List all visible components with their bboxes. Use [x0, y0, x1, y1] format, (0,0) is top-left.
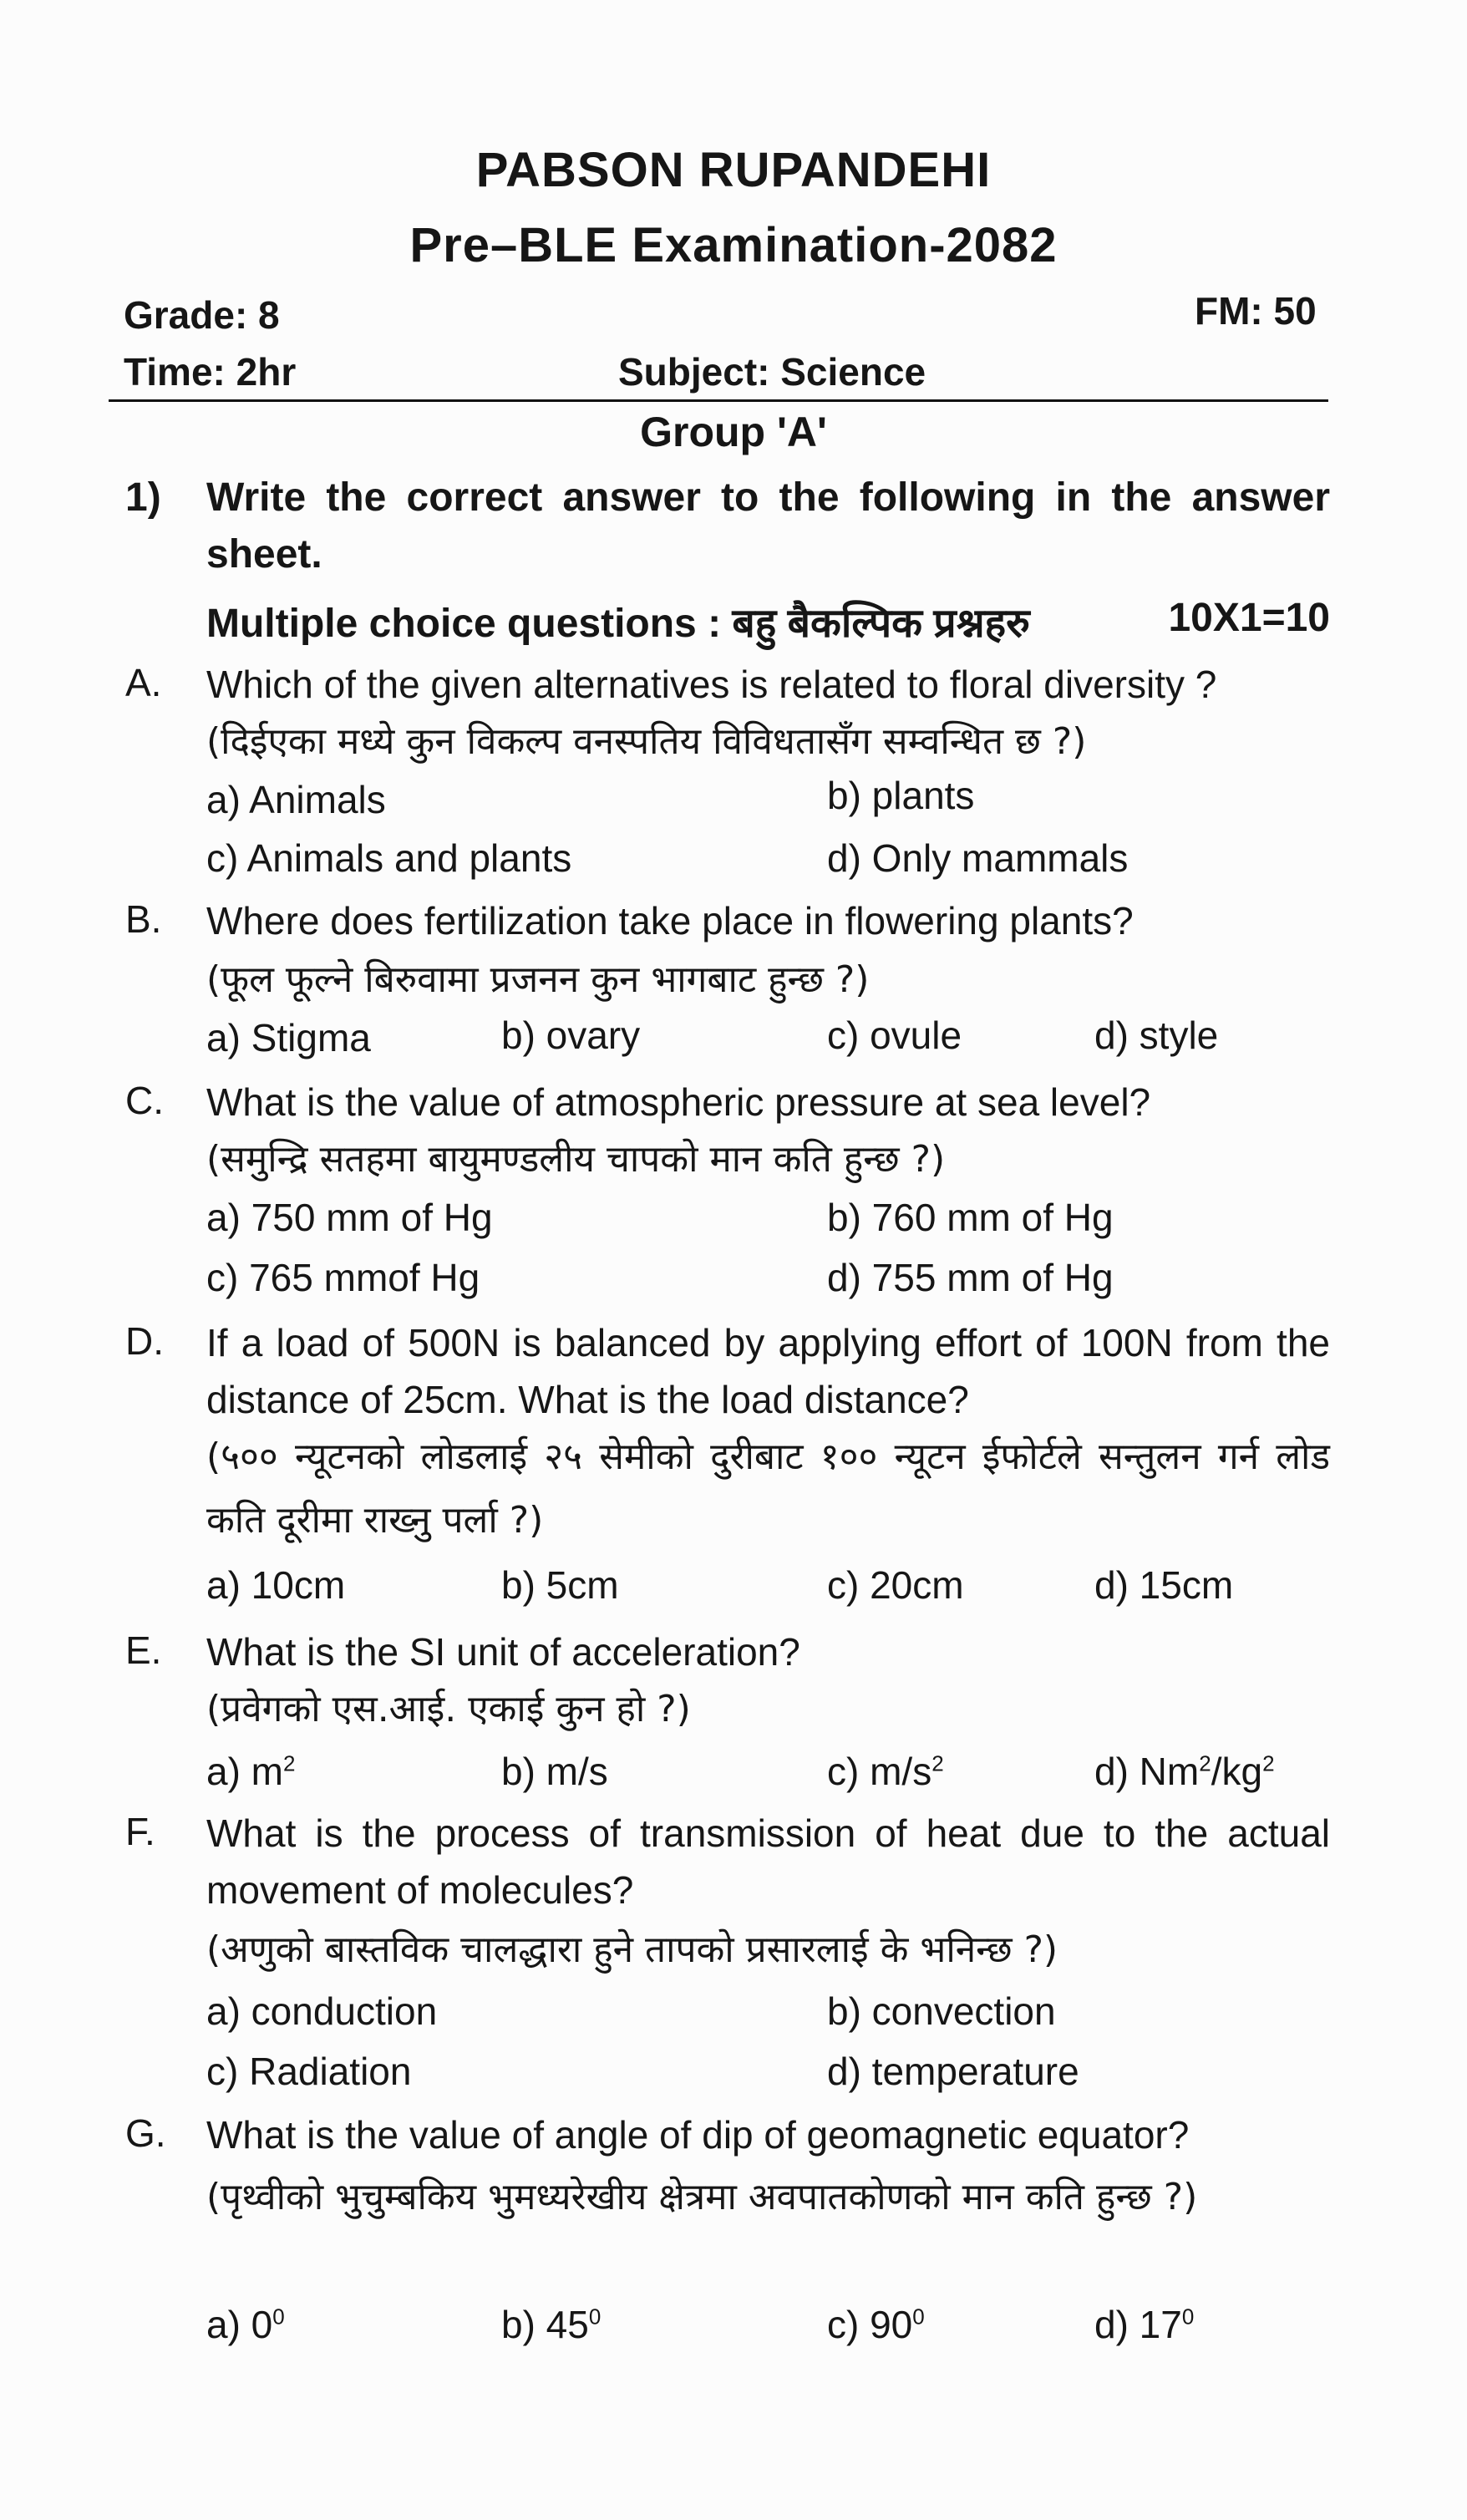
question-letter: A.: [125, 661, 162, 704]
option-a: a) Animals: [206, 778, 386, 821]
subject-label: Subject: Science: [618, 350, 926, 394]
question-letter: G.: [125, 2111, 166, 2155]
option-b: b) convection: [827, 1989, 1056, 2033]
option-a: a) Stigma: [206, 1016, 371, 1059]
option-c: c) 765 mmof Hg: [206, 1256, 480, 1299]
option-d: d) $Nm^2/kg^2$: [1094, 1750, 1275, 1793]
option-c: c) ovule: [827, 1014, 962, 1057]
option-c: c) Animals and plants: [206, 836, 572, 880]
question-text: If a load of 500N is balanced by applying effort of 100N from the distance of 25cm. What is the load distance?: [206, 1321, 1330, 1421]
option-a: a) 10cm: [206, 1563, 346, 1607]
option-d: d) Only mammals: [827, 836, 1129, 880]
school-name: PABSON RUPANDEHI: [475, 143, 992, 197]
question-nepali: (समुन्द्रि सतहमा बायुमण्डलीय चापको मान कति हुन्छ ?): [206, 1138, 946, 1181]
grade-label: Grade: 8: [124, 293, 280, 337]
option-a: a) conduction: [206, 1989, 438, 2033]
question-nepali: (फूल फूल्ने बिरुवामा प्रजनन कुन भागबाट हुन्छ ?): [206, 958, 870, 1001]
question-text: What is the process of transmission of heat due to the actual movement of molecules?: [206, 1811, 1330, 1912]
option-b: b) plants: [827, 774, 975, 817]
option-d: d) temperature: [827, 2050, 1079, 2093]
question-nepali: (पृथ्वीको भुचुम्बकिय भुमध्यरेखीय क्षेत्रमा अवपातकोणको मान कति हुन्छ ?): [206, 2176, 1198, 2218]
question-text: What is the SI unit of acceleration?: [206, 1630, 800, 1674]
question-instruction: Write the correct answer to the following in the answer sheet.: [206, 475, 1330, 577]
full-marks-label: FM: 50: [1195, 289, 1317, 333]
mcq-label: Multiple choice questions : बहु बैकल्पिक प्रश्नहरु: [206, 602, 1030, 646]
option-d: d) style: [1094, 1014, 1219, 1057]
option-b: b) 760 mm of Hg: [827, 1196, 1114, 1239]
group-title: Group 'A': [640, 409, 827, 455]
option-b: b) 5cm: [501, 1563, 619, 1607]
question-text: What is the value of atmospheric pressure at sea level?: [206, 1080, 1151, 1124]
option-c: c) Radiation: [206, 2050, 412, 2093]
option-a: a) $m^2$: [206, 1750, 296, 1793]
question-letter: B.: [125, 897, 162, 941]
option-a: a) 750 mm of Hg: [206, 1196, 493, 1239]
option-c: c) 20cm: [827, 1563, 964, 1607]
option-b: b) $45^0$: [501, 2303, 602, 2346]
question-text: Which of the given alternatives is related to floral diversity ?: [206, 663, 1217, 706]
option-d: d) 15cm: [1094, 1563, 1234, 1607]
marks-label: 10X1=10: [1168, 596, 1330, 640]
option-b: b) m/s: [501, 1750, 608, 1793]
question-letter: E.: [125, 1628, 162, 1672]
mcq-heading: [206, 595, 1330, 649]
exam-title: Pre–BLE Examination-2082: [409, 218, 1058, 272]
option-a: a) $0^0$: [206, 2303, 285, 2346]
header-divider: [109, 399, 1328, 402]
question-number: 1): [125, 475, 161, 520]
question-nepali: (दिईएका मध्ये कुन विकल्प वनस्पतिय विविधतासँग सम्वन्धित छ ?): [206, 720, 1087, 763]
option-d: d) 755 mm of Hg: [827, 1256, 1114, 1299]
question-nepali: (५०० न्यूटनको लोडलाई २५ सेमीको दुरीबाट १०० न्यूटन ईफोर्टले सन्तुलन गर्न लोड कति दूरीमा राख्नु पर्ला ?): [206, 1435, 1330, 1542]
option-d: d) $17^0$: [1094, 2303, 1195, 2346]
question-text: Where does fertilization take place in flowering plants?: [206, 899, 1134, 942]
question-letter: D.: [125, 1319, 164, 1363]
option-c: c) $m/s^2$: [827, 1750, 944, 1793]
time-label: Time: 2hr: [124, 350, 297, 394]
option-c: c) $90^0$: [827, 2303, 925, 2346]
question-text: What is the value of angle of dip of geomagnetic equator?: [206, 2113, 1190, 2157]
question-letter: F.: [125, 1810, 155, 1853]
option-b: b) ovary: [501, 1014, 641, 1057]
question-letter: C.: [125, 1079, 164, 1122]
question-nepali: (प्रवेगको एस.आई. एकाई कुन हो ?): [206, 1688, 691, 1730]
question-nepali: (अणुको बास्तविक चालद्धारा हुने तापको प्रसारलाई के भनिन्छ ?): [206, 1928, 1058, 1971]
